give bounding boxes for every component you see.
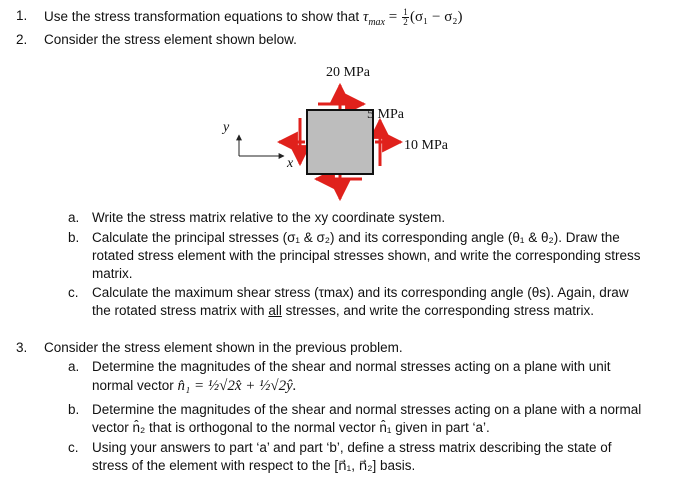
q2c-letter: c. <box>68 285 79 300</box>
y-axis-label: y <box>223 120 230 135</box>
q3a-line2-pre: normal vector <box>92 378 178 393</box>
q3a-letter: a. <box>68 359 80 374</box>
q2b-line2: rotated stress element with the principal stresses shown, and write the corresponding stress <box>92 248 641 263</box>
q3c-line2: stress of the element with respect to the [n⃗₁, n⃗₂] basis. <box>92 458 416 473</box>
q3-text: Consider the stress element shown in the previous problem. <box>44 340 403 355</box>
q3c-letter: c. <box>68 440 79 455</box>
shear-stress-label: 5 MPa <box>367 107 404 122</box>
q2b-line1: Calculate the principal stresses (σ₁ & σ₂) and its corresponding angle (θ₁ & θ₂). Draw the <box>92 230 620 245</box>
q2-text: Consider the stress element shown below. <box>44 32 297 47</box>
q3a-line1: Determine the magnitudes of the shear and normal stresses acting on a plane with unit <box>92 359 611 374</box>
right-stress-label: 10 MPa <box>404 138 448 153</box>
q2c-line1: Calculate the maximum shear stress (τmax) and its corresponding angle (θs). Again, draw <box>92 285 629 300</box>
q3a-vector-formula: n̂₁ = ½√2x̂ + ½√2ŷ. <box>177 378 297 394</box>
q3b-line2: vector n̂₂ that is orthogonal to the normal vector n̂₁ given in part ‘a’. <box>92 420 490 435</box>
stress-element-square <box>307 110 373 174</box>
q1-statement: Use the stress transformation equations to show that <box>44 8 360 24</box>
x-axis-label: x <box>287 156 294 171</box>
q2c-underlined-all: all <box>268 303 282 318</box>
q2c-line2-pre: the rotated stress matrix with <box>92 303 269 318</box>
stress-element-diagram <box>0 0 700 210</box>
q3c-line1: Using your answers to part ‘a’ and part ‘b’, define a stress matrix describing the state of <box>92 440 612 455</box>
q3b-line1: Determine the magnitudes of the shear and normal stresses acting on a plane with a normal <box>92 402 642 417</box>
q2c-line2 <box>92 303 594 318</box>
q3b-letter: b. <box>68 402 80 417</box>
q3a-line2 <box>92 378 297 395</box>
q1-formula: $\tau_{max}$ = $\frac{1}{2}$ (σ₁ − σ₂) <box>362 7 463 28</box>
q2b-letter: b. <box>68 230 80 245</box>
q2-number: 2. <box>16 32 28 47</box>
q1-number: 1. <box>16 8 28 23</box>
q2c-line2-post: stresses, and write the corresponding stress matrix. <box>281 303 594 318</box>
q2a-letter: a. <box>68 210 80 225</box>
top-stress-label: 20 MPa <box>326 65 370 80</box>
q2a-text: Write the stress matrix relative to the xy coordinate system. <box>92 210 446 225</box>
q3-number: 3. <box>16 340 28 355</box>
q2b-line3: matrix. <box>92 266 133 281</box>
